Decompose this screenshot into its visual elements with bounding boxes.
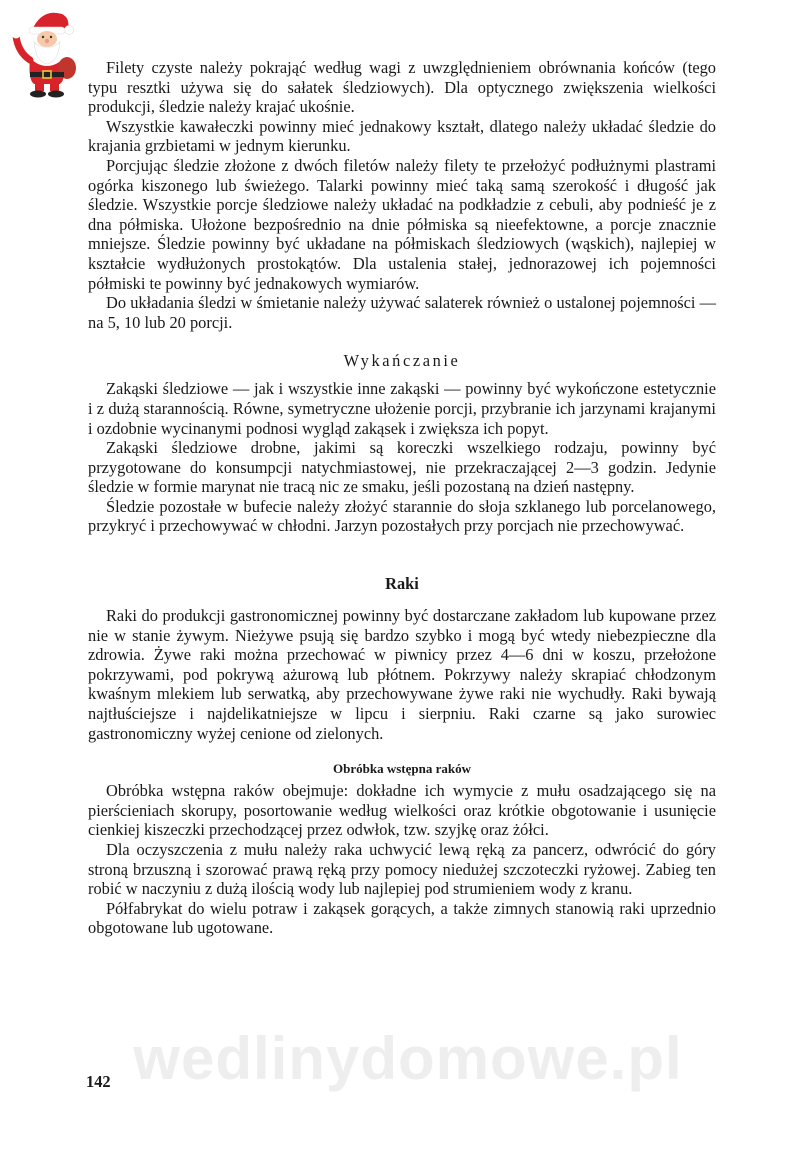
paragraph: Półfabrykat do wielu potraw i zakąsek gorących, a także zimnych stanowią raki uprzednio obgotowane lub ugotowane. <box>88 898 716 938</box>
paragraph: Filety czyste należy pokrająć według wagi z uwzględnieniem obrównania końców (tego typu resztki używa się do sałatek śledziowych). Dla optycznego zwiększenia wielkości produkcji, śledzie należy krajać ukośnie. <box>88 58 716 117</box>
paragraph: Zakąski śledziowe — jak i wszystkie inne zakąski — powinny być wykończone estetycznie i z dużą starannością. Równe, symetryczne ułożenie porcji, przybranie ich jarzynami krajanymi i ozdobnie wycinanymi podnosi wygląd zakąsek i zwiększa ich popyt. <box>88 379 716 438</box>
paragraph: Porcjując śledzie złożone z dwóch filetów należy filety te przełożyć podłużnymi plastrami ogórka kiszonego lub świeżego. Talarki powinny mieć taką samą szerokość i długość jak śledzie. Wszystkie porcje śledziowe należy układać na podkładzie z cebuli, aby podnieść je z dna półmiska. Ułożone bezpośrednio na dnie półmiska są nieefektowne, a porcje znacznie mniejsze. Śledzie powinny być układane na półmiskach śledziowych (wąskich), najlepiej w kształcie wydłużonych prostokątów. Dla ustalenia stałej, jednorazowej ich pojemności półmiski te powinny być jednakowych wymiarów. <box>88 155 716 293</box>
paragraph: Śledzie pozostałe w bufecie należy złożyć starannie do słoja szklanego lub porcelanowego, przykryć i przechowywać w chłodni. Jarzyn pozostałych przy porcjach nie przechowywać. <box>88 496 716 536</box>
paragraph: Zakąski śledziowe drobne, jakimi są koreczki wszelkiego rodzaju, powinny być przygotowane do konsumpcji natychmiastowej, nie przekraczającej 2—3 godzin. Jedynie śledzie w formie marynat nie tracą nic ze smaku, jeśli pozostaną na dzień następny. <box>88 438 716 497</box>
watermark: wedlinydomowe.pl <box>133 1025 683 1092</box>
paragraph: Do układania śledzi w śmietanie należy używać salaterek również o ustalonej pojemności — na 5, 10 lub 20 porcji. <box>88 293 716 332</box>
subsection-heading-obrobka: Obróbka wstępna raków <box>333 761 471 777</box>
paragraph: Wszystkie kawałeczki powinny mieć jednakowy kształt, dlatego należy układać śledzie do krajania grzbietami w jednym kierunku. <box>88 116 716 156</box>
section-heading-wykanczanie: Wykańczanie <box>343 351 461 371</box>
section-heading-raki: Raki <box>385 574 419 594</box>
paragraph: Obróbka wstępna raków obejmuje: dokładne ich wymycie z mułu osadzającego się na pierścieniach skorupy, posortowanie według wielkości oraz krótkie obgotowanie i usunięcie cienkiej kiszeczki przechodzącej przez odwłok, tzw. szyjkę oraz żółci. <box>88 781 716 840</box>
paragraph: Dla oczyszczenia z mułu należy raka uchwycić lewą ręką za pancerz, odwrócić do góry stroną brzuszną i szorować prawą ręką przy pomocy niedużej szczoteczki ryżowej. Zabieg ten robić w naczyniu z dużą ilością wody lub najlepiej pod strumieniem wody z kranu. <box>88 840 716 899</box>
page-number: 142 <box>86 1072 111 1091</box>
paragraph: Raki do produkcji gastronomicznej powinny być dostarczane zakładom lub kupowane przez nie w stanie żywym. Nieżywe psują się bardzo szybko i mogą być wtedy niebezpieczne dla zdrowia. Żywe raki można przechować w piwnicy przez 4—6 dni w koszu, przełożone pokrzywami, pod pokrywą ażurową lub płótnem. Pokrzywy należy skrapiać chłodzonym kwaśnym mlekiem lub serwatką, aby przechowywane żywe raki nie wychudły. Raki bywają najtłuściejsze i najdelikatniejsze w lipcu i sierpniu. Raki czarne są jako surowiec gastronomiczny wyżej cenione od zielonych. <box>88 606 716 743</box>
santa-claus-icon <box>12 6 80 98</box>
page-text <box>88 58 716 938</box>
